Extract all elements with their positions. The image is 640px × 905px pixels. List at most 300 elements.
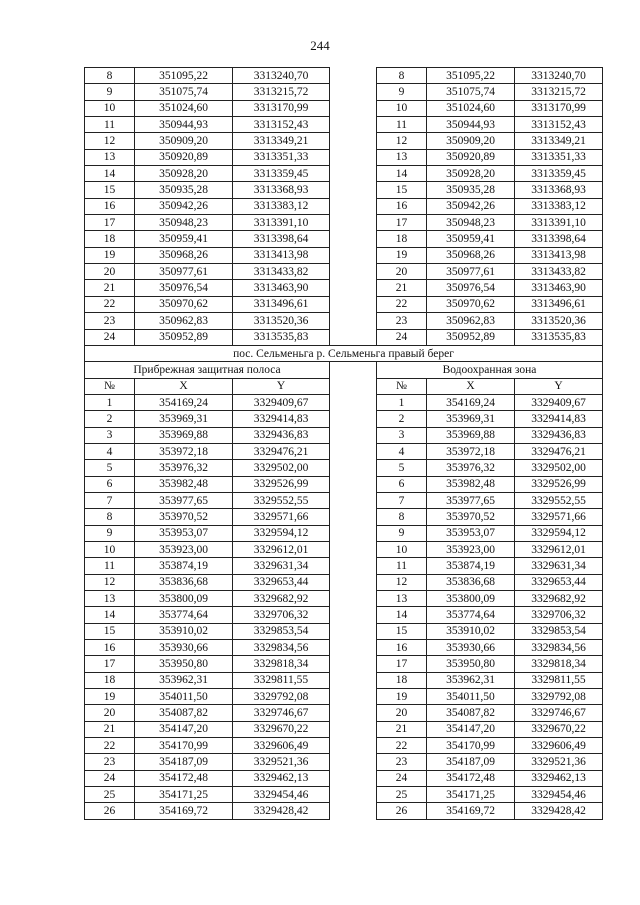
left-y-coordinate: 3329414,83 [233, 411, 330, 427]
column-gap [330, 787, 377, 803]
right-y-coordinate: 3329436,83 [515, 427, 603, 443]
right-y-coordinate: 3329818,34 [515, 656, 603, 672]
table-row [85, 231, 603, 247]
column-gap [330, 149, 377, 165]
left-point-number: 4 [85, 443, 135, 459]
left-y-coordinate: 3329706,32 [233, 607, 330, 623]
table-row [85, 721, 603, 737]
left-x-coordinate: 353970,52 [135, 509, 233, 525]
right-x-coordinate: 350909,20 [427, 133, 515, 149]
left-point-number: 23 [85, 313, 135, 329]
table-row [85, 247, 603, 263]
left-y-coordinate: 3329670,22 [233, 721, 330, 737]
left-x-coordinate: 353910,02 [135, 623, 233, 639]
left-y-coordinate: 3329818,34 [233, 656, 330, 672]
left-point-number: 13 [85, 149, 135, 165]
right-y-coordinate: 3329454,46 [515, 787, 603, 803]
table-row [85, 705, 603, 721]
right-point-number: 11 [377, 558, 427, 574]
left-x-coordinate: 353836,68 [135, 574, 233, 590]
left-point-number: 7 [85, 492, 135, 508]
left-x-coordinate: 353969,31 [135, 411, 233, 427]
right-x-coordinate: 354169,24 [427, 394, 515, 410]
right-x-coordinate: 353923,00 [427, 541, 515, 557]
left-point-number: 10 [85, 100, 135, 116]
right-point-number: 14 [377, 166, 427, 182]
left-y-coordinate: 3329552,55 [233, 492, 330, 508]
right-point-number: 8 [377, 509, 427, 525]
bottom-rows [85, 394, 603, 819]
left-y-coordinate: 3313463,90 [233, 280, 330, 296]
left-x-coordinate: 353977,65 [135, 492, 233, 508]
column-gap [330, 378, 377, 394]
left-point-number: 17 [85, 215, 135, 231]
right-point-number: 9 [377, 525, 427, 541]
left-x-coordinate: 353950,80 [135, 656, 233, 672]
right-point-number: 15 [377, 623, 427, 639]
right-y-coordinate: 3313463,90 [515, 280, 603, 296]
right-y-coordinate: 3313433,82 [515, 264, 603, 280]
column-gap [330, 100, 377, 116]
right-x-coordinate: 350948,23 [427, 215, 515, 231]
right-x-coordinate: 350959,41 [427, 231, 515, 247]
left-x-coordinate: 351075,74 [135, 84, 233, 100]
left-y-coordinate: 3313413,98 [233, 247, 330, 263]
table-row [85, 640, 603, 656]
left-point-number: 22 [85, 738, 135, 754]
left-point-number: 14 [85, 607, 135, 623]
left-y-coordinate: 3313240,70 [233, 68, 330, 84]
right-point-number: 18 [377, 672, 427, 688]
left-subtitle: Прибрежная защитная полоса [85, 362, 330, 378]
right-x-coordinate: 350928,20 [427, 166, 515, 182]
column-gap [330, 460, 377, 476]
left-y-coordinate: 3329594,12 [233, 525, 330, 541]
right-y-coordinate: 3313496,61 [515, 296, 603, 312]
column-gap [330, 770, 377, 786]
left-y-coordinate: 3313391,10 [233, 215, 330, 231]
column-gap [330, 264, 377, 280]
left-y-coordinate: 3329606,49 [233, 738, 330, 754]
right-point-number: 8 [377, 68, 427, 84]
left-point-number: 19 [85, 247, 135, 263]
right-x-coordinate: 353836,68 [427, 574, 515, 590]
right-point-number: 25 [377, 787, 427, 803]
left-point-number: 20 [85, 705, 135, 721]
column-gap [330, 182, 377, 198]
right-x-coordinate: 353969,31 [427, 411, 515, 427]
left-point-number: 21 [85, 721, 135, 737]
left-x-coordinate: 351095,22 [135, 68, 233, 84]
left-y-coordinate: 3329612,01 [233, 541, 330, 557]
right-point-number: 1 [377, 394, 427, 410]
left-point-number: 11 [85, 117, 135, 133]
column-gap [330, 84, 377, 100]
right-x-coordinate: 351075,74 [427, 84, 515, 100]
coordinates-table [84, 67, 603, 820]
right-y-coordinate: 3313349,21 [515, 133, 603, 149]
right-x-coordinate: 353962,31 [427, 672, 515, 688]
right-x-coordinate: 354147,20 [427, 721, 515, 737]
top-rows [85, 68, 603, 346]
left-point-number: 15 [85, 182, 135, 198]
right-y-coordinate: 3313520,36 [515, 313, 603, 329]
left-x-coordinate: 353874,19 [135, 558, 233, 574]
column-gap [330, 296, 377, 312]
left-y-coordinate: 3329454,46 [233, 787, 330, 803]
left-header-x: X [135, 378, 233, 394]
table-row [85, 149, 603, 165]
right-x-coordinate: 350970,62 [427, 296, 515, 312]
left-header-y: Y [233, 378, 330, 394]
left-x-coordinate: 353972,18 [135, 443, 233, 459]
left-point-number: 16 [85, 640, 135, 656]
right-x-coordinate: 354170,99 [427, 738, 515, 754]
left-point-number: 18 [85, 231, 135, 247]
column-gap [330, 394, 377, 410]
left-point-number: 10 [85, 541, 135, 557]
right-y-coordinate: 3329792,08 [515, 689, 603, 705]
right-point-number: 20 [377, 705, 427, 721]
right-y-coordinate: 3329414,83 [515, 411, 603, 427]
right-y-coordinate: 3313535,83 [515, 329, 603, 345]
right-point-number: 21 [377, 721, 427, 737]
left-y-coordinate: 3329476,21 [233, 443, 330, 459]
left-point-number: 9 [85, 84, 135, 100]
right-y-coordinate: 3329594,12 [515, 525, 603, 541]
right-y-coordinate: 3329409,67 [515, 394, 603, 410]
right-x-coordinate: 350952,89 [427, 329, 515, 345]
right-x-coordinate: 353969,88 [427, 427, 515, 443]
left-x-coordinate: 350962,83 [135, 313, 233, 329]
right-x-coordinate: 353950,80 [427, 656, 515, 672]
left-x-coordinate: 353969,88 [135, 427, 233, 443]
left-point-number: 14 [85, 166, 135, 182]
right-y-coordinate: 3329462,13 [515, 770, 603, 786]
left-point-number: 24 [85, 770, 135, 786]
right-y-coordinate: 3329746,67 [515, 705, 603, 721]
right-y-coordinate: 3329606,49 [515, 738, 603, 754]
left-y-coordinate: 3329682,92 [233, 591, 330, 607]
table-row [85, 182, 603, 198]
left-x-coordinate: 354187,09 [135, 754, 233, 770]
right-y-coordinate: 3329428,42 [515, 803, 603, 819]
left-y-coordinate: 3329462,13 [233, 770, 330, 786]
left-y-coordinate: 3313152,43 [233, 117, 330, 133]
left-y-coordinate: 3313383,12 [233, 198, 330, 214]
left-point-number: 18 [85, 672, 135, 688]
column-gap [330, 754, 377, 770]
section-header [85, 345, 603, 394]
left-y-coordinate: 3329853,54 [233, 623, 330, 639]
left-point-number: 26 [85, 803, 135, 819]
left-point-number: 13 [85, 591, 135, 607]
left-x-coordinate: 353976,32 [135, 460, 233, 476]
right-x-coordinate: 353953,07 [427, 525, 515, 541]
right-x-coordinate: 350977,61 [427, 264, 515, 280]
right-y-coordinate: 3313152,43 [515, 117, 603, 133]
column-gap [330, 672, 377, 688]
column-gap [330, 509, 377, 525]
table-row [85, 443, 603, 459]
left-y-coordinate: 3329834,56 [233, 640, 330, 656]
column-gap [330, 525, 377, 541]
right-x-coordinate: 353800,09 [427, 591, 515, 607]
table-row [85, 117, 603, 133]
right-point-number: 13 [377, 149, 427, 165]
table-row [85, 656, 603, 672]
column-gap [330, 198, 377, 214]
right-x-coordinate: 353774,64 [427, 607, 515, 623]
table-row [85, 509, 603, 525]
left-x-coordinate: 350942,26 [135, 198, 233, 214]
left-y-coordinate: 3329746,67 [233, 705, 330, 721]
column-gap [330, 738, 377, 754]
left-y-coordinate: 3329792,08 [233, 689, 330, 705]
left-x-coordinate: 353774,64 [135, 607, 233, 623]
left-x-coordinate: 350970,62 [135, 296, 233, 312]
right-point-number: 2 [377, 411, 427, 427]
right-y-coordinate: 3313359,45 [515, 166, 603, 182]
table-row [85, 329, 603, 345]
left-x-coordinate: 350959,41 [135, 231, 233, 247]
left-x-coordinate: 350977,61 [135, 264, 233, 280]
table-row [85, 803, 603, 819]
left-x-coordinate: 354147,20 [135, 721, 233, 737]
right-point-number: 24 [377, 770, 427, 786]
table-row [85, 313, 603, 329]
left-x-coordinate: 350944,93 [135, 117, 233, 133]
right-point-number: 10 [377, 100, 427, 116]
left-x-coordinate: 354087,82 [135, 705, 233, 721]
table-row [85, 460, 603, 476]
column-gap [330, 591, 377, 607]
table-row [85, 84, 603, 100]
right-y-coordinate: 3329521,36 [515, 754, 603, 770]
right-y-coordinate: 3313240,70 [515, 68, 603, 84]
left-x-coordinate: 354170,99 [135, 738, 233, 754]
right-x-coordinate: 351095,22 [427, 68, 515, 84]
table-row [85, 738, 603, 754]
right-x-coordinate: 353970,52 [427, 509, 515, 525]
left-x-coordinate: 354169,24 [135, 394, 233, 410]
right-x-coordinate: 351024,60 [427, 100, 515, 116]
right-point-number: 5 [377, 460, 427, 476]
right-point-number: 4 [377, 443, 427, 459]
table-row [85, 574, 603, 590]
right-point-number: 13 [377, 591, 427, 607]
table-row [85, 492, 603, 508]
left-x-coordinate: 353923,00 [135, 541, 233, 557]
right-x-coordinate: 353976,32 [427, 460, 515, 476]
table-row [85, 411, 603, 427]
right-point-number: 19 [377, 247, 427, 263]
left-y-coordinate: 3313170,99 [233, 100, 330, 116]
left-point-number: 22 [85, 296, 135, 312]
right-x-coordinate: 353972,18 [427, 443, 515, 459]
left-y-coordinate: 3313496,61 [233, 296, 330, 312]
right-point-number: 16 [377, 640, 427, 656]
right-point-number: 14 [377, 607, 427, 623]
right-point-number: 6 [377, 476, 427, 492]
right-x-coordinate: 350942,26 [427, 198, 515, 214]
right-x-coordinate: 354171,25 [427, 787, 515, 803]
right-y-coordinate: 3313215,72 [515, 84, 603, 100]
left-y-coordinate: 3313535,83 [233, 329, 330, 345]
right-y-coordinate: 3329612,01 [515, 541, 603, 557]
table-row [85, 591, 603, 607]
left-point-number: 24 [85, 329, 135, 345]
left-point-number: 25 [85, 787, 135, 803]
left-point-number: 6 [85, 476, 135, 492]
right-point-number: 21 [377, 280, 427, 296]
right-x-coordinate: 350944,93 [427, 117, 515, 133]
left-header-number: № [85, 378, 135, 394]
left-y-coordinate: 3329428,42 [233, 803, 330, 819]
right-x-coordinate: 354169,72 [427, 803, 515, 819]
right-x-coordinate: 354187,09 [427, 754, 515, 770]
column-gap [330, 721, 377, 737]
left-x-coordinate: 350948,23 [135, 215, 233, 231]
right-point-number: 22 [377, 296, 427, 312]
right-point-number: 15 [377, 182, 427, 198]
right-x-coordinate: 353930,66 [427, 640, 515, 656]
table-row [85, 198, 603, 214]
right-y-coordinate: 3329811,55 [515, 672, 603, 688]
right-y-coordinate: 3313351,33 [515, 149, 603, 165]
left-y-coordinate: 3329653,44 [233, 574, 330, 590]
left-y-coordinate: 3329436,83 [233, 427, 330, 443]
column-gap [330, 313, 377, 329]
column-gap [330, 231, 377, 247]
left-point-number: 8 [85, 509, 135, 525]
left-x-coordinate: 350968,26 [135, 247, 233, 263]
right-y-coordinate: 3313383,12 [515, 198, 603, 214]
left-x-coordinate: 354172,48 [135, 770, 233, 786]
right-y-coordinate: 3313170,99 [515, 100, 603, 116]
left-y-coordinate: 3313398,64 [233, 231, 330, 247]
right-x-coordinate: 353977,65 [427, 492, 515, 508]
right-point-number: 9 [377, 84, 427, 100]
table-row [85, 68, 603, 84]
left-point-number: 17 [85, 656, 135, 672]
right-point-number: 12 [377, 133, 427, 149]
left-point-number: 21 [85, 280, 135, 296]
table-row [85, 689, 603, 705]
table-row [85, 166, 603, 182]
table-row [85, 264, 603, 280]
left-y-coordinate: 3329571,66 [233, 509, 330, 525]
right-y-coordinate: 3329502,00 [515, 460, 603, 476]
column-gap [330, 215, 377, 231]
left-x-coordinate: 350976,54 [135, 280, 233, 296]
right-y-coordinate: 3313391,10 [515, 215, 603, 231]
left-y-coordinate: 3313359,45 [233, 166, 330, 182]
left-x-coordinate: 353982,48 [135, 476, 233, 492]
table-row [85, 476, 603, 492]
left-point-number: 16 [85, 198, 135, 214]
right-x-coordinate: 353982,48 [427, 476, 515, 492]
column-gap [330, 427, 377, 443]
right-y-coordinate: 3329706,32 [515, 607, 603, 623]
column-gap [330, 803, 377, 819]
left-point-number: 8 [85, 68, 135, 84]
right-y-coordinate: 3329571,66 [515, 509, 603, 525]
right-x-coordinate: 350962,83 [427, 313, 515, 329]
left-x-coordinate: 354169,72 [135, 803, 233, 819]
right-x-coordinate: 353910,02 [427, 623, 515, 639]
left-point-number: 23 [85, 754, 135, 770]
table-row [85, 770, 603, 786]
right-x-coordinate: 350935,28 [427, 182, 515, 198]
column-gap [330, 705, 377, 721]
right-point-number: 18 [377, 231, 427, 247]
left-y-coordinate: 3329409,67 [233, 394, 330, 410]
right-y-coordinate: 3329834,56 [515, 640, 603, 656]
right-x-coordinate: 350976,54 [427, 280, 515, 296]
table-row [85, 787, 603, 803]
left-y-coordinate: 3313215,72 [233, 84, 330, 100]
table-row [85, 427, 603, 443]
column-gap [330, 411, 377, 427]
left-point-number: 20 [85, 264, 135, 280]
column-gap [330, 607, 377, 623]
table-row [85, 296, 603, 312]
right-y-coordinate: 3313368,93 [515, 182, 603, 198]
left-x-coordinate: 351024,60 [135, 100, 233, 116]
right-x-coordinate: 354011,50 [427, 689, 515, 705]
left-point-number: 5 [85, 460, 135, 476]
left-x-coordinate: 354011,50 [135, 689, 233, 705]
left-x-coordinate: 353930,66 [135, 640, 233, 656]
left-point-number: 1 [85, 394, 135, 410]
left-point-number: 12 [85, 133, 135, 149]
right-x-coordinate: 350920,89 [427, 149, 515, 165]
left-x-coordinate: 350909,20 [135, 133, 233, 149]
table-row [85, 133, 603, 149]
page-number: 244 [310, 38, 330, 53]
right-y-coordinate: 3313413,98 [515, 247, 603, 263]
table-row [85, 100, 603, 116]
left-y-coordinate: 3313433,82 [233, 264, 330, 280]
table-row [85, 754, 603, 770]
right-point-number: 24 [377, 329, 427, 345]
section-title: пос. Сельменьга р. Сельменьга правый берег [85, 345, 603, 361]
left-x-coordinate: 350928,20 [135, 166, 233, 182]
right-point-number: 12 [377, 574, 427, 590]
right-y-coordinate: 3329682,92 [515, 591, 603, 607]
right-header-number: № [377, 378, 427, 394]
column-gap [330, 280, 377, 296]
right-y-coordinate: 3329653,44 [515, 574, 603, 590]
right-header-y: Y [515, 378, 603, 394]
left-point-number: 12 [85, 574, 135, 590]
right-subtitle: Водоохранная зона [377, 362, 603, 378]
column-gap [330, 476, 377, 492]
left-y-coordinate: 3313349,21 [233, 133, 330, 149]
table-row [85, 558, 603, 574]
left-x-coordinate: 353962,31 [135, 672, 233, 688]
right-y-coordinate: 3329670,22 [515, 721, 603, 737]
left-x-coordinate: 353800,09 [135, 591, 233, 607]
left-y-coordinate: 3329631,34 [233, 558, 330, 574]
column-gap [330, 329, 377, 345]
left-y-coordinate: 3313368,93 [233, 182, 330, 198]
table-row [85, 607, 603, 623]
column-gap [330, 68, 377, 84]
table-row [85, 672, 603, 688]
column-gap [330, 574, 377, 590]
